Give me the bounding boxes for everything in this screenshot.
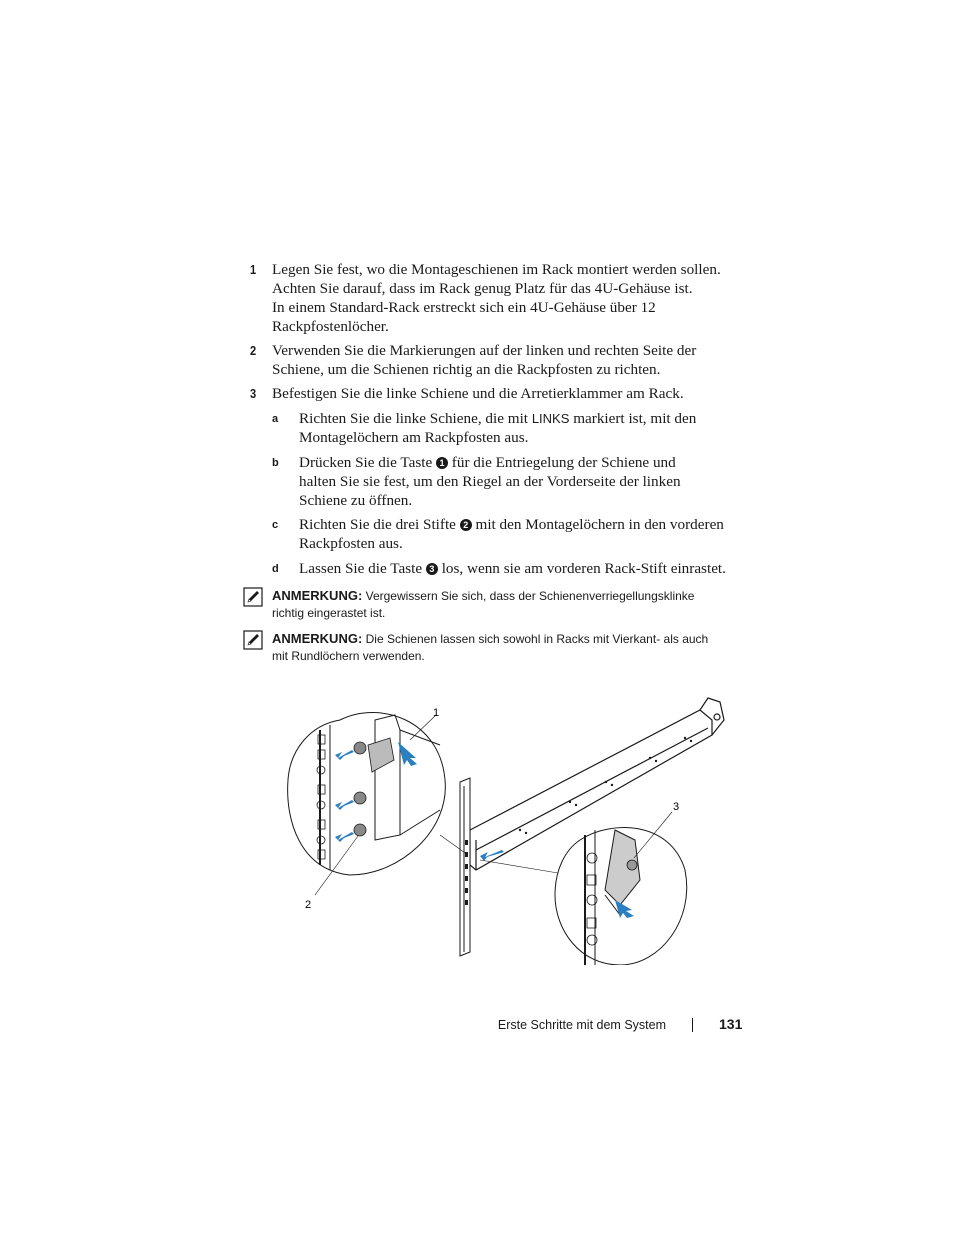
step-number: 3 [250,386,257,401]
text-fragment: für die Entriegelung der Schiene und [448,454,676,471]
rail-installation-figure [280,690,740,965]
note-text [272,630,742,649]
text-line [299,409,744,428]
text-fragment: Richten Sie die linke Schiene, die mit [299,410,532,427]
text-line: Verwenden Sie die Markierungen auf der linken und rechten Seite der [272,342,697,359]
note-label: ANMERKUNG: [272,588,363,603]
text-fragment: mit den Montagelöchern in den vorderen [471,516,724,533]
substep-a [272,409,742,449]
zoom-detail-left [288,713,446,876]
step-1 [250,260,750,340]
substep-text [299,515,744,553]
note-1 [243,587,743,623]
callout-3: 3 [673,801,680,813]
substep-letter: d [272,563,279,575]
footer-separator [692,1018,693,1032]
text-line: Rackpfostenlöcher. [272,318,389,335]
text-line: Schiene zu öffnen. [299,492,413,509]
text-line: In einem Standard-Rack erstreckt sich ein 4U-Gehäuse über 12 [272,299,656,316]
step-number: 1 [250,262,257,277]
text-line [299,559,744,578]
text-line [299,515,744,534]
text-line: Rackpfosten aus. [299,535,403,552]
callout-1: 1 [433,707,440,719]
text-line [299,453,744,472]
text-fragment: markiert ist, mit den [569,410,697,427]
text-fragment: Vergewissern Sie sich, dass der Schienenverriegellungsklinke [362,589,695,603]
note-text [272,587,742,606]
text-line: Achten Sie darauf, dass im Rack genug Platz für das 4U-Gehäuse ist. [272,280,693,297]
zoom-connector [480,860,570,875]
text-fragment: Drücken Sie die Taste [299,454,436,471]
substep-letter: b [272,457,279,469]
substep-text [299,559,744,578]
substep-letter: c [272,519,279,531]
footer-title: Erste Schritte mit dem System [497,1018,666,1032]
text-fragment: Richten Sie die drei Stifte [299,516,460,533]
text-fragment: Die Schienen lassen sich sowohl in Racks mit Vierkant- als auch [362,632,709,646]
page-number: 131 [719,1016,743,1032]
text-line: Schiene, um die Schienen richtig an die Rackpfosten zu richten. [272,361,661,378]
substep-text [299,409,744,447]
step-2 [250,341,750,381]
substep-c [272,515,742,555]
callout-marker-3: 3 [426,563,438,575]
zoom-detail-right [555,828,687,965]
note-2 [243,630,743,666]
substep-text [299,453,744,510]
step-text [272,260,742,336]
text-fragment: Lassen Sie die Taste [299,560,426,577]
text-fragment: los, wenn sie am vorderen Rack-Stift einrastet. [437,560,726,577]
text-line: richtig eingerastet ist. [272,605,386,620]
step-text [272,384,742,403]
note-pencil-icon [243,630,263,650]
text-line: mit Rundlöchern verwenden. [272,648,425,663]
step-number: 2 [250,343,257,358]
callout-marker-2: 2 [460,519,472,531]
substep-d [272,559,742,579]
note-label: ANMERKUNG: [272,631,363,646]
callout-marker-1: 1 [436,457,448,469]
text-line: halten Sie sie fest, um den Riegel an der Vorderseite der linken [299,473,681,490]
text-line: Legen Sie fest, wo die Montageschienen im Rack montiert werden sollen. [272,261,721,278]
substep-b [272,453,742,513]
keyword-links: LINKS [531,411,570,426]
release-button [627,860,637,870]
text-line: Befestigen Sie die linke Schiene und die Arretierklammer am Rack. [272,385,684,402]
text-line: Montagelöchern am Rackpfosten aus. [299,429,529,446]
note-pencil-icon [243,587,263,607]
callout-2: 2 [305,899,312,911]
step-text [272,341,742,379]
step-3 [250,384,750,404]
substep-letter: a [272,413,279,425]
